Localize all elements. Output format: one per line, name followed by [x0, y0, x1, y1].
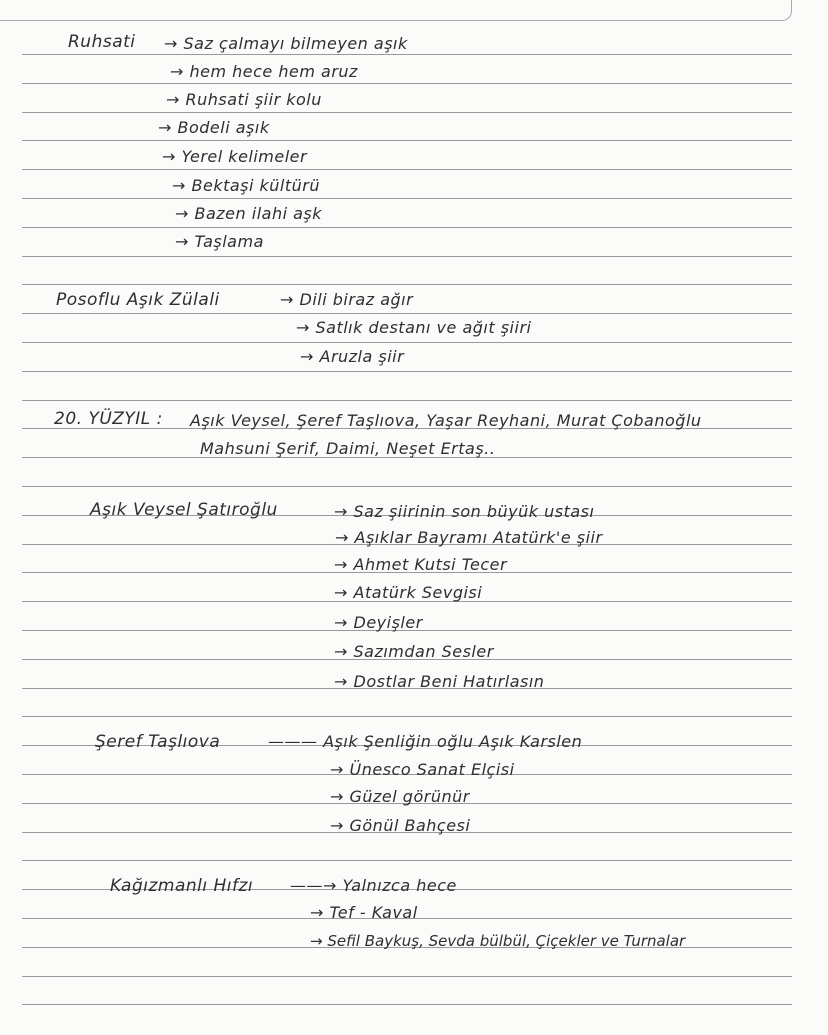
list-item: → Tef - Kaval — [310, 903, 418, 922]
list-item: → Aruzla şiir — [300, 347, 405, 366]
heading-seref-tasliova: Şeref Taşlıova — [95, 732, 221, 752]
list-item: → Atatürk Sevgisi — [334, 583, 483, 602]
list-item: → Güzel görünür — [330, 787, 470, 806]
ruled-line — [22, 400, 792, 401]
page-top-edge — [0, 0, 792, 21]
ruled-line — [22, 976, 792, 977]
ruled-line — [22, 83, 792, 84]
ruled-line — [22, 284, 792, 285]
list-item: → Taşlama — [175, 232, 264, 251]
list-item: → hem hece hem aruz — [170, 62, 358, 81]
ruled-line — [22, 54, 792, 55]
poet-list-line: Mahsuni Şerif, Daimi, Neşet Ertaş.. — [200, 439, 496, 458]
list-item: → Sefil Baykuş, Sevda bülbül, Çiçekler ve Turnalar — [310, 932, 686, 950]
list-item: ——→ Yalnızca hece — [290, 876, 457, 895]
ruled-line — [22, 112, 792, 113]
ruled-line — [22, 140, 792, 141]
ruled-line — [22, 486, 792, 487]
list-item: → Yerel kelimeler — [162, 147, 308, 166]
list-item: → Satlık destanı ve ağıt şiiri — [296, 318, 532, 337]
ruled-line — [22, 342, 792, 343]
ruled-line — [22, 313, 792, 314]
heading-ruhsati: Ruhsati — [68, 32, 136, 52]
list-item: → Saz şiirinin son büyük ustası — [334, 502, 595, 521]
ruled-line — [22, 198, 792, 199]
list-item: → Ruhsati şiir kolu — [166, 90, 322, 109]
ruled-line — [22, 169, 792, 170]
heading-posoflu: Posoflu Aşık Zülali — [56, 290, 220, 310]
ruled-line — [22, 256, 792, 257]
list-item: → Ünesco Sanat Elçisi — [330, 760, 515, 779]
ruled-line — [22, 1004, 792, 1005]
list-item: → Ahmet Kutsi Tecer — [334, 555, 508, 574]
list-item: → Deyişler — [334, 613, 423, 632]
list-item: → Gönül Bahçesi — [330, 816, 471, 835]
list-item: ——— Aşık Şenliğin oğlu Aşık Karslen — [268, 732, 583, 751]
list-item: → Saz çalmayı bilmeyen aşık — [164, 34, 408, 53]
list-item: → Bazen ilahi aşk — [175, 204, 323, 223]
ruled-line — [22, 371, 792, 372]
list-item: → Bodeli aşık — [158, 118, 270, 137]
ruled-line — [22, 227, 792, 228]
list-item: → Aşıklar Bayramı Atatürk'e şiir — [335, 528, 603, 547]
heading-20th-century: 20. YÜZYIL : — [54, 409, 163, 429]
heading-asik-veysel: Aşık Veysel Şatıroğlu — [90, 500, 278, 520]
heading-kagizmanli-hifzi: Kağızmanlı Hıfzı — [110, 876, 254, 896]
list-item: → Dili biraz ağır — [280, 290, 414, 309]
ruled-line — [22, 716, 792, 717]
list-item: → Bektaşi kültürü — [172, 176, 321, 195]
ruled-line — [22, 860, 792, 861]
poet-list-line: Aşık Veysel, Şeref Taşlıova, Yaşar Reyhani, Murat Çobanoğlu — [190, 411, 702, 430]
list-item: → Sazımdan Sesler — [334, 642, 494, 661]
list-item: → Dostlar Beni Hatırlasın — [334, 672, 545, 691]
